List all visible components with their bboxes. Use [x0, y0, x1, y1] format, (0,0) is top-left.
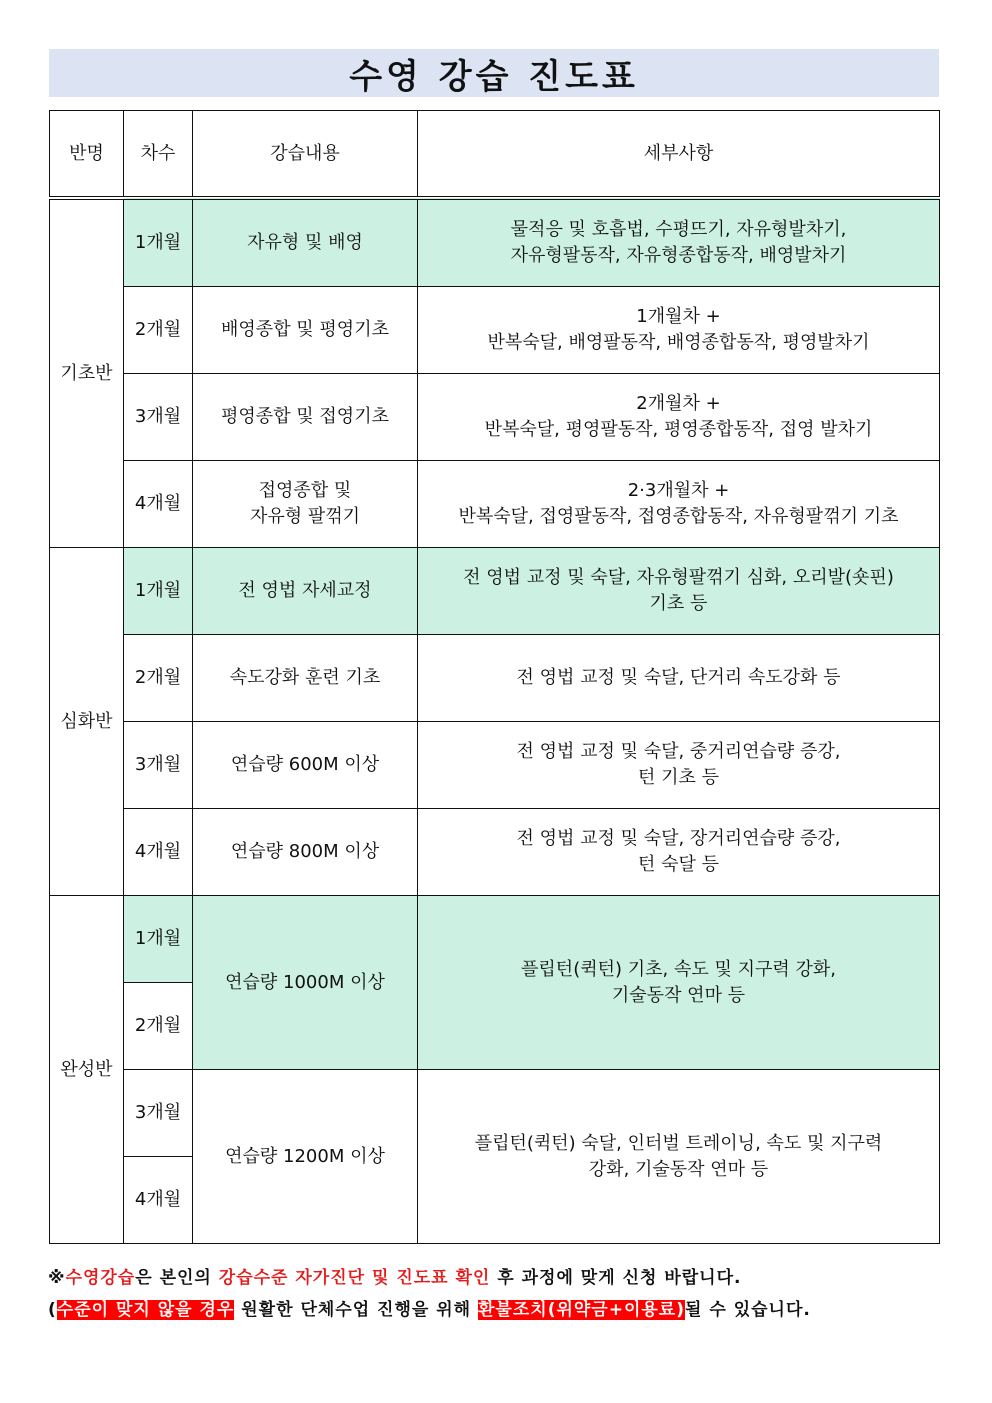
content-cell: 연습량 600M 이상: [193, 722, 418, 809]
content-cell: [193, 461, 418, 548]
details-cell: [418, 1070, 940, 1244]
content-line: 접영종합 및: [258, 480, 352, 501]
progress-table: [49, 110, 940, 1244]
details-line: 2개월차 +: [636, 393, 721, 414]
details-line: 반복숙달, 평영팔동작, 평영종합동작, 접영 발차기: [484, 419, 873, 440]
details-line: 전 영법 교정 및 숙달, 단거리 속도강화 등: [516, 667, 841, 688]
month-cell: 3개월: [124, 374, 193, 461]
month-cell: 1개월: [124, 548, 193, 635]
notice-text: 원활한 단체수업 진행을 위해: [234, 1300, 478, 1320]
notice-text: 될 수 있습니다.: [685, 1300, 811, 1320]
details-line: 플립턴(퀵턴) 숙달, 인터벌 트레이닝, 속도 및 지구력: [474, 1132, 883, 1154]
details-line: 2·3개월차 +: [627, 480, 730, 501]
page-title: 수영 강습 진도표: [349, 56, 639, 97]
details-line: 플립턴(퀵턴) 기초, 속도 및 지구력 강화,: [521, 958, 836, 980]
content-cell: 자유형 및 배영: [193, 198, 418, 287]
content-cell: 배영종합 및 평영기초: [193, 287, 418, 374]
details-line: 자유형팔동작, 자유형종합동작, 배영발차기: [510, 245, 847, 266]
content-cell: 전 영법 자세교정: [193, 548, 418, 635]
details-line: 전 영법 교정 및 숙달, 장거리연습량 증강,: [516, 828, 841, 849]
details-line: 반복숙달, 접영팔동작, 접영종합동작, 자유형팔꺾기 기초: [458, 506, 899, 527]
table-row: [50, 287, 940, 374]
table-row: [50, 896, 940, 983]
notice-warning: 환불조치(위약금+이용료): [478, 1300, 686, 1320]
content-cell: 연습량 1200M 이상: [193, 1070, 418, 1244]
details-line: 턴 기초 등: [638, 767, 719, 788]
table-row: [50, 461, 940, 548]
notice-highlight: 강습수준 자가진단 및 진도표 확인: [218, 1268, 491, 1288]
class-name-basic: 기초반: [50, 198, 124, 548]
notice-text: 은 본인의: [135, 1268, 219, 1288]
details-cell: [418, 548, 940, 635]
notice-text: (: [48, 1300, 57, 1320]
content-cell: 속도강화 훈련 기초: [193, 635, 418, 722]
details-cell: [418, 287, 940, 374]
content-line: 자유형 팔꺾기: [249, 506, 361, 527]
table-row: [50, 1070, 940, 1157]
details-line: 전 영법 교정 및 숙달, 중거리연습량 증강,: [516, 741, 841, 762]
details-cell: [418, 809, 940, 896]
table-row: [50, 722, 940, 809]
details-cell: [418, 198, 940, 287]
details-cell: [418, 896, 940, 1070]
notice-highlight: 수영강습: [65, 1268, 136, 1288]
details-line: 물적응 및 호흡법, 수평뜨기, 자유형발차기,: [510, 219, 847, 240]
details-line: 강화, 기술동작 연마 등: [588, 1158, 769, 1180]
month-cell: 1개월: [124, 896, 193, 983]
table-row: [50, 198, 940, 287]
notice-text: 후 과정에 맞게 신청 바랍니다.: [490, 1268, 742, 1288]
content-cell: 평영종합 및 접영기초: [193, 374, 418, 461]
month-cell: 2개월: [124, 635, 193, 722]
class-name-complete: 완성반: [50, 896, 124, 1244]
notice-line-2: [48, 1294, 948, 1326]
content-cell: 연습량 800M 이상: [193, 809, 418, 896]
month-cell: 4개월: [124, 461, 193, 548]
details-line: 턴 숙달 등: [638, 854, 719, 875]
notice: [48, 1262, 948, 1326]
table-row: [50, 635, 940, 722]
month-cell: 2개월: [124, 287, 193, 374]
content-cell: 연습량 1000M 이상: [193, 896, 418, 1070]
month-cell: 2개월: [124, 983, 193, 1070]
month-cell: 4개월: [124, 809, 193, 896]
class-name-advanced: 심화반: [50, 548, 124, 896]
reference-mark: ※: [48, 1268, 66, 1288]
details-line: 기초 등: [649, 593, 708, 614]
header-content: 강습내용: [193, 111, 418, 199]
details-cell: [418, 374, 940, 461]
details-line: 기술동작 연마 등: [611, 984, 746, 1006]
details-line: 반복숙달, 배영팔동작, 배영종합동작, 평영발차기: [487, 332, 870, 353]
notice-line-1: [48, 1262, 948, 1294]
notice-warning: 수준이 맞지 않을 경우: [56, 1300, 235, 1320]
header-details: 세부사항: [418, 111, 940, 199]
details-cell: [418, 635, 940, 722]
details-line: 전 영법 교정 및 숙달, 자유형팔꺾기 심화, 오리발(숏핀): [463, 567, 894, 588]
month-cell: 3개월: [124, 1070, 193, 1157]
details-cell: [418, 461, 940, 548]
table-row: [50, 809, 940, 896]
month-cell: 3개월: [124, 722, 193, 809]
header-class: 반명: [50, 111, 124, 199]
month-cell: 4개월: [124, 1157, 193, 1244]
table-header-row: [50, 111, 940, 199]
month-cell: 1개월: [124, 198, 193, 287]
table-row: [50, 374, 940, 461]
title-bar: [49, 49, 939, 97]
details-cell: [418, 722, 940, 809]
details-line: 1개월차 +: [636, 306, 721, 327]
header-month: 차수: [124, 111, 193, 199]
table-row: [50, 548, 940, 635]
